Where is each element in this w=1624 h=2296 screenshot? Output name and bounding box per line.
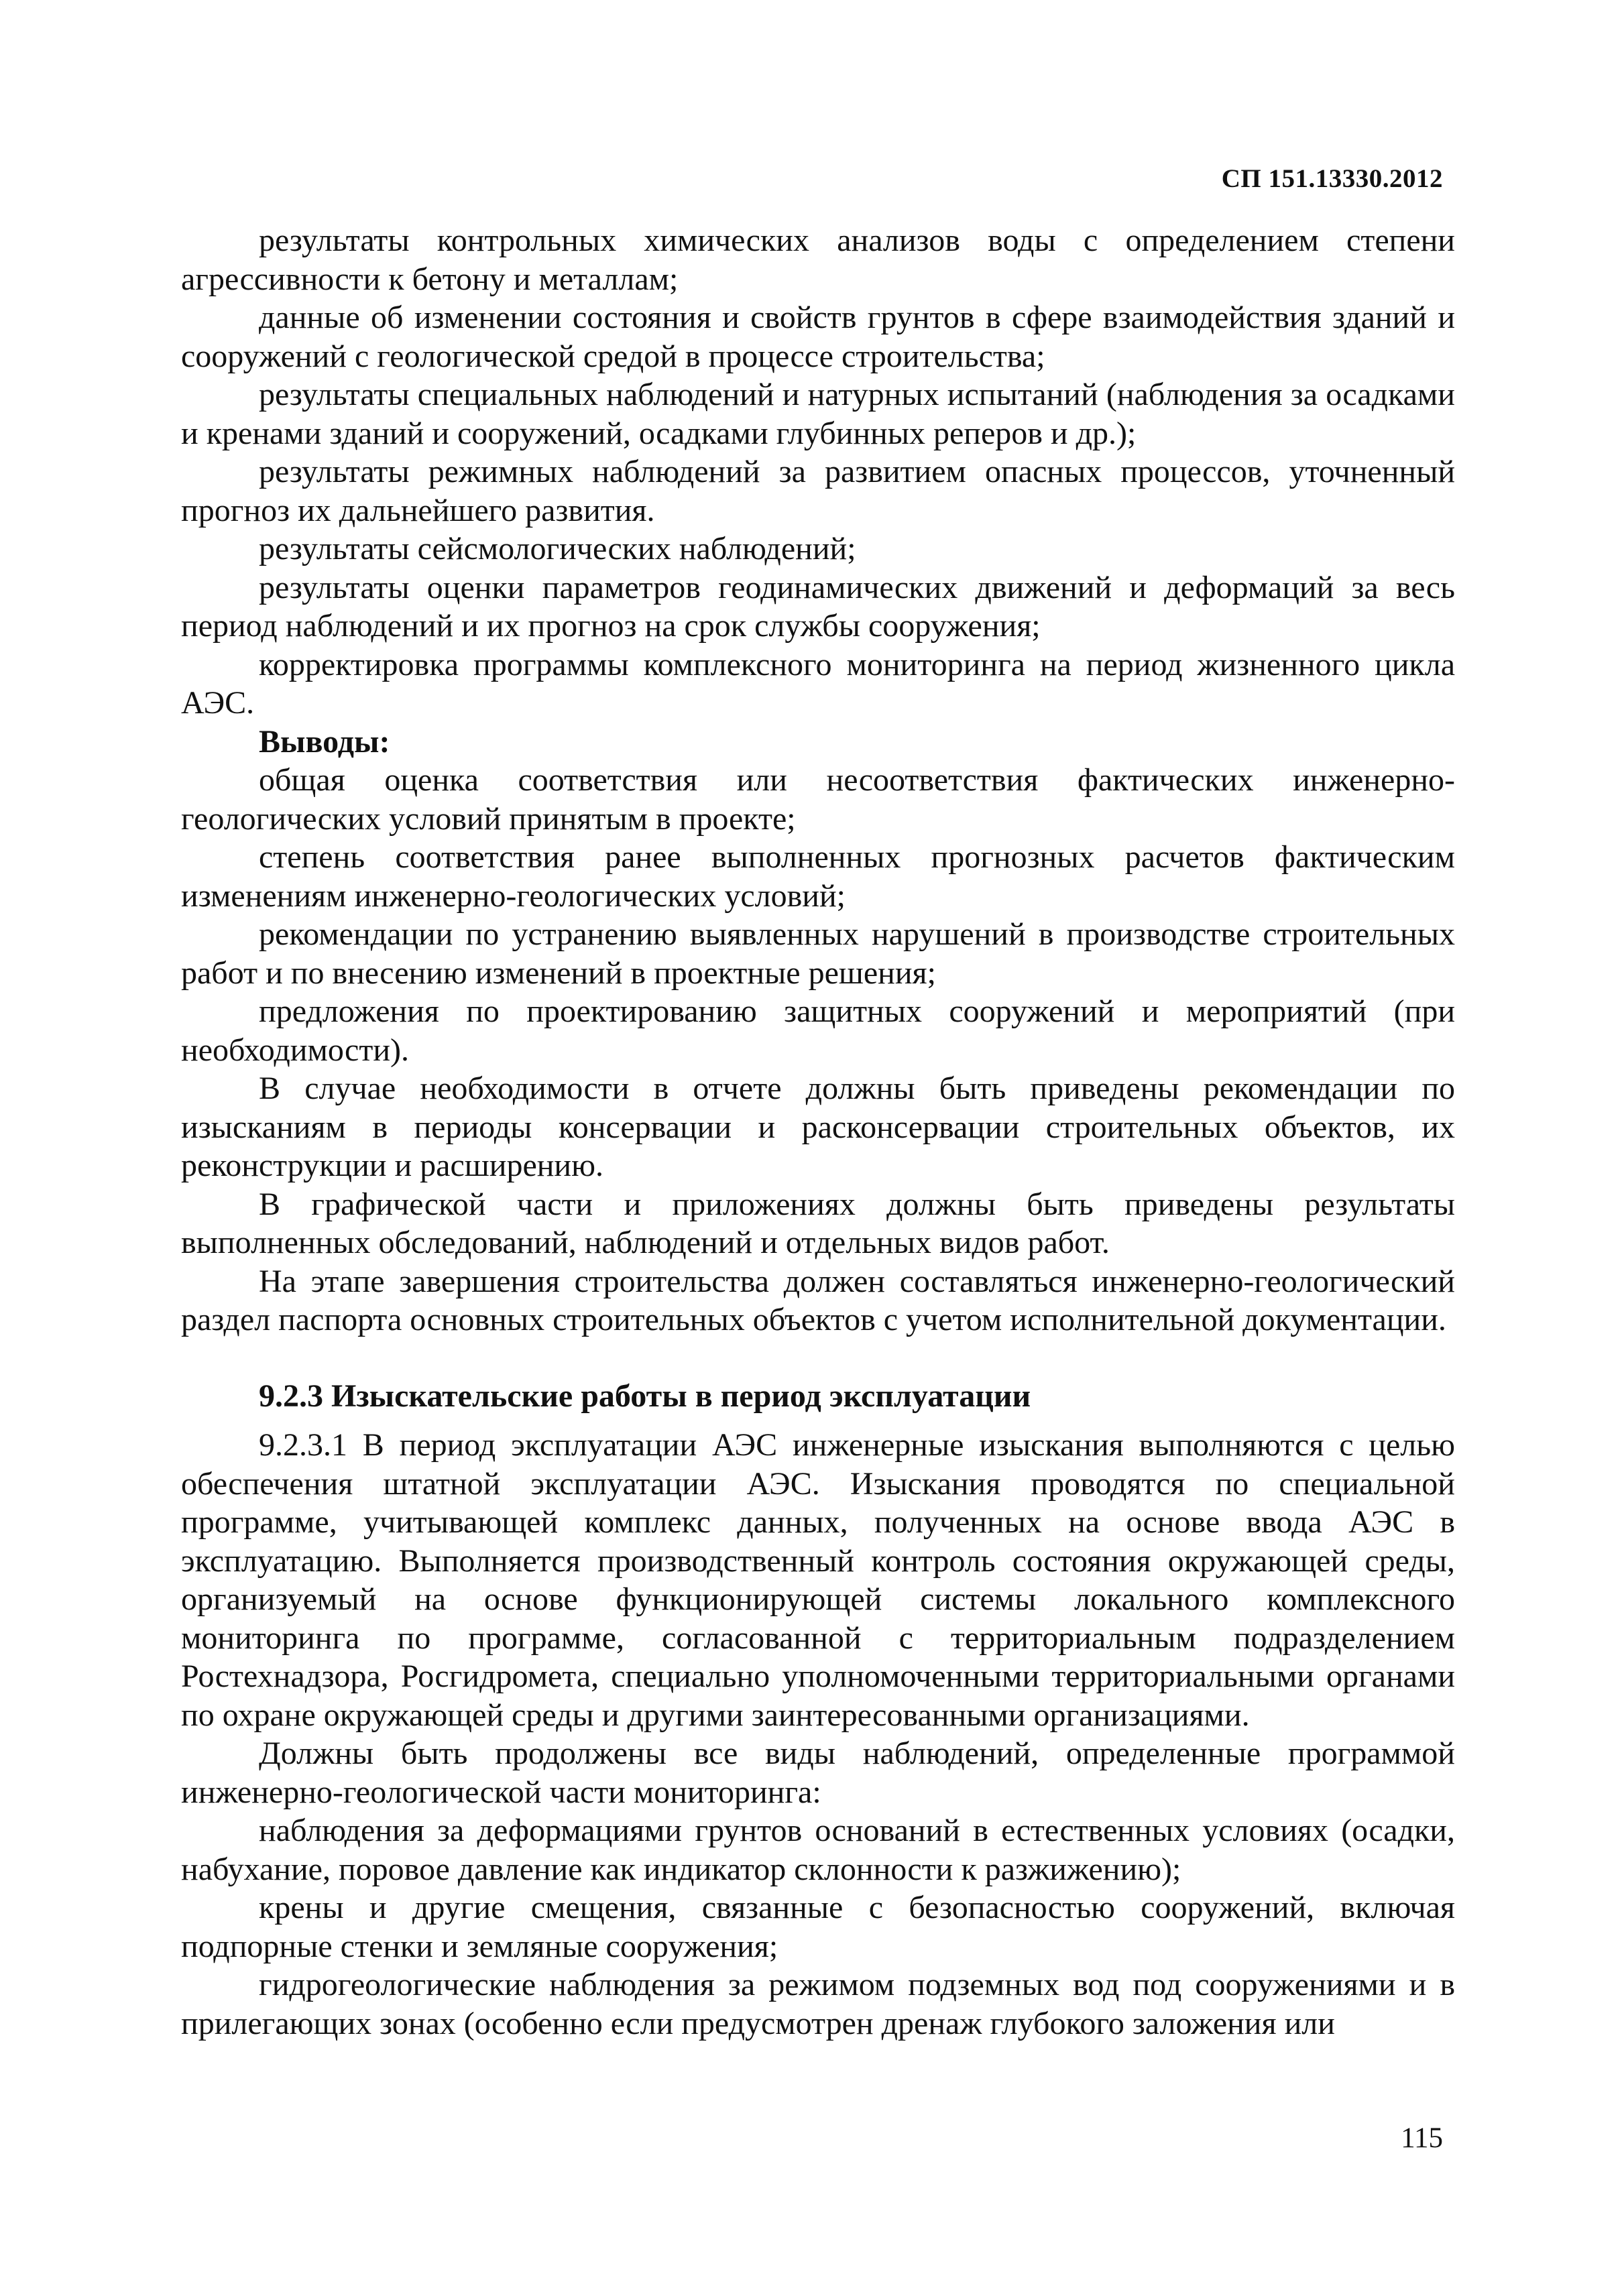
- paragraph: В случае необходимости в отчете должны быть приведены рекомендации по изысканиям в периоды консервации и расконсервации строительных объектов, их реконструкции и расширению.: [181, 1071, 1455, 1183]
- paragraph: предложения по проектированию защитных сооружений и мероприятий (при необходимости).: [181, 993, 1455, 1068]
- paragraph: В графической части и приложениях должны быть приведены результаты выполненных обследований, наблюдений и отдельных видов работ.: [181, 1186, 1455, 1260]
- paragraph: результаты специальных наблюдений и натурных испытаний (наблюдения за осадками и кренами зданий и сооружений, осадками глубинных реперов и др.);: [181, 377, 1455, 451]
- paragraph: гидрогеологические наблюдения за режимом подземных вод под сооружениями и в прилегающих зонах (особенно если предусмотрен дренаж глубокого заложения или: [181, 1967, 1455, 2041]
- section-heading: 9.2.3 Изыскательские работы в период эксплуатации: [259, 1378, 1031, 1414]
- document-code: СП 151.13330.2012: [1221, 164, 1443, 193]
- paragraph: результаты оценки параметров геодинамических движений и деформаций за весь период наблюдений и их прогноз на срок службы сооружения;: [181, 569, 1455, 644]
- paragraph: наблюдения за деформациями грунтов оснований в естественных условиях (осадки, набухание, поровое давление как индикатор склонности к разжижению);: [181, 1813, 1455, 1887]
- paragraph: результаты контрольных химических анализов воды с определением степени агрессивности к бетону и металлам;: [181, 223, 1455, 297]
- paragraph: результаты режимных наблюдений за развитием опасных процессов, уточненный прогноз их дальнейшего развития.: [181, 454, 1455, 528]
- paragraph: степень соответствия ранее выполненных прогнозных расчетов фактическим изменениям инженерно-геологических условий;: [181, 839, 1455, 914]
- page-content: [181, 221, 1455, 2043]
- paragraph: данные об изменении состояния и свойств грунтов в сфере взаимодействия зданий и сооружений с геологической средой в процессе строительства;: [181, 300, 1455, 374]
- conclusions-heading: Выводы:: [259, 723, 390, 760]
- page-number: 115: [1401, 2122, 1443, 2154]
- paragraph: Должны быть продолжены все виды наблюдений, определенные программой инженерно-геологической части мониторинга:: [181, 1736, 1455, 1810]
- paragraph: На этапе завершения строительства должен составляться инженерно-геологический раздел паспорта основных строительных объектов с учетом исполнительной документации.: [181, 1263, 1455, 1337]
- paragraph: результаты сейсмологических наблюдений;: [259, 531, 856, 566]
- paragraph: 9.2.3.1 В период эксплуатации АЭС инженерные изыскания выполняются с целью обеспечения штатной эксплуатации АЭС. Изыскания проводятся по специальной программе, учитывающей комплекс данных, полученных на основе ввода АЭС в эксплуатацию. Выполняется производственный контроль состояния окружающей среды, организуемый на основе функционирующей системы локального комплексного мониторинга по программе, согласованной с территориальным подразделением Ростехнадзора, Росгидромета, специально уполномоченными территориальными органами по охране окружающей среды и другими заинтересованными организациями.: [181, 1427, 1455, 1733]
- paragraph: крены и другие смещения, связанные с безопасностью сооружений, включая подпорные стенки и земляные сооружения;: [181, 1890, 1455, 1964]
- paragraph: общая оценка соответствия или несоответствия фактических инженерно-геологических условий принятым в проекте;: [181, 762, 1455, 837]
- paragraph: корректировка программы комплексного мониторинга на период жизненного цикла АЭС.: [181, 646, 1455, 721]
- paragraph: рекомендации по устранению выявленных нарушений в производстве строительных работ и по внесению изменений в проектные решения;: [181, 916, 1455, 991]
